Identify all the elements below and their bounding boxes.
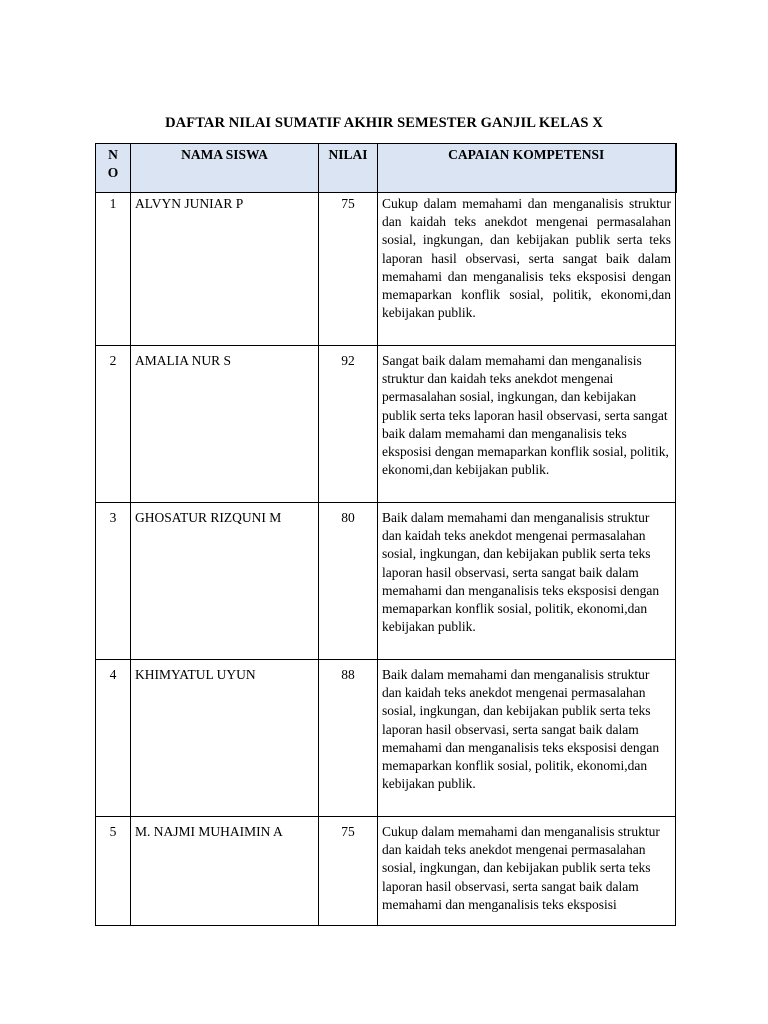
row-capaian [378,193,676,346]
header-capaian-kompetensi: CAPAIAN KOMPETENSI [378,144,676,193]
capaian-text: Sangat baik dalam memahami dan menganalisis struktur dan kaidah teks anekdot mengenai permasalahan sosial, ingkungan, dan kebijakan publik serta teks laporan hasil observasi, serta sangat baik dalam memahami dan menganalisis teks eksposisi dengan memaparkan konflik sosial, politik, ekonomi,dan kebijakan publik. [382,353,669,478]
grades-table [95,143,677,926]
header-nilai: NILAI [319,144,378,193]
row-capaian [378,346,676,503]
row-nama-siswa: GHOSATUR RIZQUNI M [131,503,319,660]
table-row [96,817,676,926]
row-nama-siswa: KHIMYATUL UYUN [131,660,319,817]
row-nilai: 88 [319,660,378,817]
row-nilai: 75 [319,817,378,926]
row-capaian [378,660,676,817]
table-row [96,346,676,503]
row-nilai: 80 [319,503,378,660]
row-no: 1 [96,193,131,346]
header-no-line1: N [108,147,118,162]
header-no [96,144,131,193]
table-row [96,503,676,660]
row-no: 2 [96,346,131,503]
table-row [96,193,676,346]
row-no: 5 [96,817,131,926]
table-row [96,660,676,817]
header-no-line2: O [107,165,119,180]
table-header-row [96,144,676,193]
capaian-text: Cukup dalam memahami dan menganalisis struktur dan kaidah teks anekdot mengenai permasalahan sosial, ingkungan, dan kebijakan publik serta teks laporan hasil observasi, serta sangat baik dalam memahami dan menganalisis teks eksposisi [382,824,660,912]
row-no: 3 [96,503,131,660]
row-nama-siswa: AMALIA NUR S [131,346,319,503]
row-nama-siswa: M. NAJMI MUHAIMIN A [131,817,319,926]
row-capaian [378,817,676,926]
row-nilai: 75 [319,193,378,346]
capaian-text: Baik dalam memahami dan menganalisis struktur dan kaidah teks anekdot mengenai permasalahan sosial, ingkungan, dan kebijakan publik serta teks laporan hasil observasi, serta sangat baik dalam memahami dan menganalisis teks eksposisi dengan memaparkan konflik sosial, politik, ekonomi,dan kebijakan publik. [382,667,660,792]
capaian-text: Cukup dalam memahami dan menganalisis struktur dan kaidah teks anekdot mengenai permasalahan sosial, ingkungan, dan kebijakan publik serta teks laporan hasil observasi, serta sangat baik dalam memahami dan menganalisis teks eksposisi dengan memaparkan konflik sosial, politik, ekonomi,dan kebijakan publik. [382,196,671,321]
row-capaian [378,503,676,660]
capaian-text: Baik dalam memahami dan menganalisis struktur dan kaidah teks anekdot mengenai permasalahan sosial, ingkungan, dan kebijakan publik serta teks laporan hasil observasi, serta sangat baik dalam memahami dan menganalisis teks eksposisi dengan memaparkan konflik sosial, politik, ekonomi,dan kebijakan publik. [382,510,660,635]
row-no: 4 [96,660,131,817]
document-title: DAFTAR NILAI SUMATIF AKHIR SEMESTER GANJIL KELAS X [165,115,603,131]
row-nilai: 92 [319,346,378,503]
header-nama-siswa: NAMA SISWA [131,144,319,193]
row-nama-siswa: ALVYN JUNIAR P [131,193,319,346]
